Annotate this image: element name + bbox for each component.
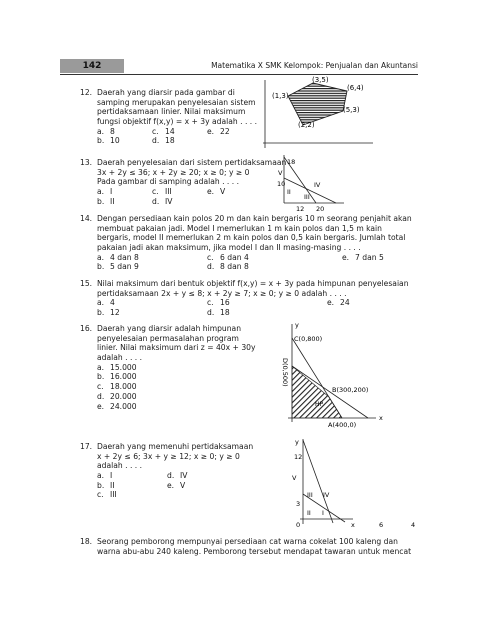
option-value: II xyxy=(110,480,115,490)
option-value: III xyxy=(165,187,172,197)
question-number: 16. xyxy=(80,324,93,333)
option-letter: c. xyxy=(152,126,159,136)
option-value: 14 xyxy=(165,126,175,136)
option-value: 18 xyxy=(165,136,175,146)
question-number: 17. xyxy=(80,442,93,451)
option-letter: d. xyxy=(167,471,175,481)
question-text: pertidaksamaan 2x + y ≤ 8; x + 2y ≥ 7; x ≥ 0; y ≥ 0 adalah . . . . xyxy=(97,288,347,298)
option-value: 8 dan 8 xyxy=(220,262,249,272)
figure-12 xyxy=(255,76,380,152)
option-letter: c. xyxy=(97,382,104,392)
option-letter: b. xyxy=(97,480,105,490)
page-header xyxy=(60,59,418,73)
option-value: 24 xyxy=(340,298,350,308)
option-letter: e. xyxy=(207,126,215,136)
option-letter: e. xyxy=(167,480,175,490)
option-letter: c. xyxy=(207,252,214,262)
region-label: III xyxy=(304,193,310,201)
point-label: A(400,0) xyxy=(328,421,357,429)
option-letter: e. xyxy=(97,401,105,411)
option-letter: a. xyxy=(97,362,105,372)
option-value: 12 xyxy=(110,308,120,318)
question-text: Daerah yang diarsir pada gambar di xyxy=(97,88,235,97)
point-label: (2,2) xyxy=(298,121,315,129)
option-letter: a. xyxy=(97,126,105,136)
axis-label: 12 xyxy=(294,453,303,461)
feasible-region xyxy=(288,83,347,125)
region-label: V xyxy=(278,169,283,177)
region-label: IV xyxy=(314,181,321,189)
axis-label: y xyxy=(295,438,299,446)
option-value: 7 dan 5 xyxy=(355,252,384,262)
option-value: II xyxy=(110,196,115,206)
option-letter: b. xyxy=(97,262,105,272)
question-text: adalah . . . . xyxy=(97,461,143,471)
option-value: 16.000 xyxy=(110,372,137,382)
figure-13 xyxy=(276,153,350,213)
question-text: adalah . . . . xyxy=(97,353,143,363)
point-label: (6,4) xyxy=(347,84,364,92)
question-text: Pada gambar di samping adalah . . . . xyxy=(97,177,240,187)
question-15 xyxy=(80,279,420,318)
option-letter: d. xyxy=(152,196,160,206)
option-value: 20.000 xyxy=(110,391,137,401)
region-label: II xyxy=(307,509,311,517)
option-value: 18.000 xyxy=(110,382,137,392)
question-text: Daerah penyelesaian dari sistem pertidaksamaan xyxy=(97,158,287,167)
question-text: pertidaksamaan linier. Nilai maksimum xyxy=(97,107,246,117)
header-rule xyxy=(60,74,418,75)
point-label: C(0,800) xyxy=(294,335,323,343)
option-letter: b. xyxy=(97,196,105,206)
option-value: IV xyxy=(165,196,173,206)
option-letter: a. xyxy=(97,187,105,197)
option-letter: e. xyxy=(342,252,350,262)
option-letter: a. xyxy=(97,471,105,481)
axis-label: 12 xyxy=(296,205,305,213)
region-label: II xyxy=(287,188,291,196)
question-text: bergaris, model II memerlukan 2 m kain polos dan 0,5 kain bergaris. Jumlah total xyxy=(97,233,406,243)
axis-label: x xyxy=(351,521,355,529)
axis-label: 20 xyxy=(316,205,325,213)
point-label: (1,3) xyxy=(272,92,289,100)
axis-label: 4 xyxy=(411,521,416,529)
point-label: (3,5) xyxy=(312,76,329,84)
question-text: samping merupakan penyelesaian sistem xyxy=(97,97,256,107)
point-label: (5,3) xyxy=(343,106,360,114)
question-text: Seorang pemborong mempunyai persediaan cat warna cokelat 100 kaleng dan xyxy=(97,537,398,546)
axis-label: 0 xyxy=(296,521,301,529)
option-letter: d. xyxy=(152,136,160,146)
option-letter: b. xyxy=(97,136,105,146)
option-letter: d. xyxy=(207,308,215,318)
region-label: IV xyxy=(323,491,330,499)
option-letter: d. xyxy=(97,391,105,401)
point-label: D(0,500) xyxy=(281,358,289,387)
question-number: 14. xyxy=(80,214,93,223)
point-label: B(300,200) xyxy=(332,386,369,394)
question-text: pakaian jadi akan maksimum, jika model I dan II masing-masing . . . . xyxy=(97,243,361,253)
option-value: 15.000 xyxy=(110,362,137,372)
question-text: Nilai maksimum dari bentuk objektif f(x,y) = x + 3y pada himpunan penyelesaian xyxy=(97,279,409,288)
option-letter: a. xyxy=(97,252,105,262)
figure-16 xyxy=(278,320,388,430)
axis-label: 3 xyxy=(296,500,301,508)
option-value: 4 dan 8 xyxy=(110,252,139,262)
question-text: linier. Nilai maksimum dari z = 40x + 30y xyxy=(97,343,256,353)
question-text: Daerah yang memenuhi pertidaksamaan xyxy=(97,442,254,451)
question-17 xyxy=(80,442,280,500)
region-label: III xyxy=(307,491,313,499)
option-letter: b. xyxy=(97,372,105,382)
question-text: x + 2y ≤ 6; 3x + y ≥ 12; x ≥ 0; y ≥ 0 xyxy=(97,451,240,461)
question-12 xyxy=(80,88,270,146)
question-text: 3x + 2y ≤ 36; x + 2y ≥ 20; x ≥ 0; y ≥ 0 xyxy=(97,167,250,177)
question-18 xyxy=(80,537,420,556)
question-number: 12. xyxy=(80,88,93,97)
question-text: Daerah yang diarsir adalah himpunan xyxy=(97,324,242,333)
question-14 xyxy=(80,214,420,272)
option-value: 24.000 xyxy=(110,401,137,411)
option-letter: b. xyxy=(97,308,105,318)
option-value: 10 xyxy=(110,136,120,146)
question-text: Dengan persediaan kain polos 20 m dan kain bergaris 10 m seorang penjahit akan xyxy=(97,214,412,223)
option-value: I xyxy=(110,187,113,197)
option-letter: e. xyxy=(327,298,335,308)
question-number: 15. xyxy=(80,279,93,288)
option-value: V xyxy=(220,187,226,197)
question-text: penyelesaian permasalahan program xyxy=(97,333,239,343)
region-label: I xyxy=(322,509,324,517)
question-text: fungsi objektif f(x,y) = x + 3y adalah . . . . xyxy=(97,117,258,127)
option-letter: e. xyxy=(207,187,215,197)
option-value: I xyxy=(110,471,113,481)
option-letter: c. xyxy=(97,490,104,500)
option-value: III xyxy=(110,490,117,500)
option-letter: c. xyxy=(207,298,214,308)
option-value: 18 xyxy=(220,308,230,318)
option-value: 6 dan 4 xyxy=(220,252,249,262)
option-value: 22 xyxy=(220,126,230,136)
option-value: 4 xyxy=(110,298,115,308)
option-value: 8 xyxy=(110,126,115,136)
option-value: V xyxy=(180,480,186,490)
option-value: 5 dan 9 xyxy=(110,262,139,272)
page-number: 142 xyxy=(60,59,124,73)
option-value: 16 xyxy=(220,298,230,308)
axis-label: 18 xyxy=(287,158,296,166)
axis-label: 6 xyxy=(379,521,384,529)
region-label: HP xyxy=(315,401,324,408)
question-16 xyxy=(80,324,270,411)
question-text: membuat pakaian jadi. Model I memerlukan 1 m kain polos dan 1,5 m kain xyxy=(97,223,382,233)
region-label: V xyxy=(292,474,297,482)
axis-label: y xyxy=(295,321,299,329)
option-value: IV xyxy=(180,471,188,481)
question-text: warna abu-abu 240 kaleng. Pemborong tersebut mendapat tawaran untuk mencat xyxy=(97,546,412,556)
option-letter: a. xyxy=(97,298,105,308)
header-title: Matematika X SMK Kelompok: Penjualan dan Akuntansi xyxy=(211,61,418,70)
figure-17 xyxy=(283,436,423,532)
axis-label: 10 xyxy=(277,180,286,188)
constraint-line xyxy=(284,178,336,203)
question-number: 13. xyxy=(80,158,93,167)
option-letter: d. xyxy=(207,262,215,272)
question-number: 18. xyxy=(80,537,93,546)
axis-label: x xyxy=(379,414,383,422)
option-letter: c. xyxy=(152,187,159,197)
